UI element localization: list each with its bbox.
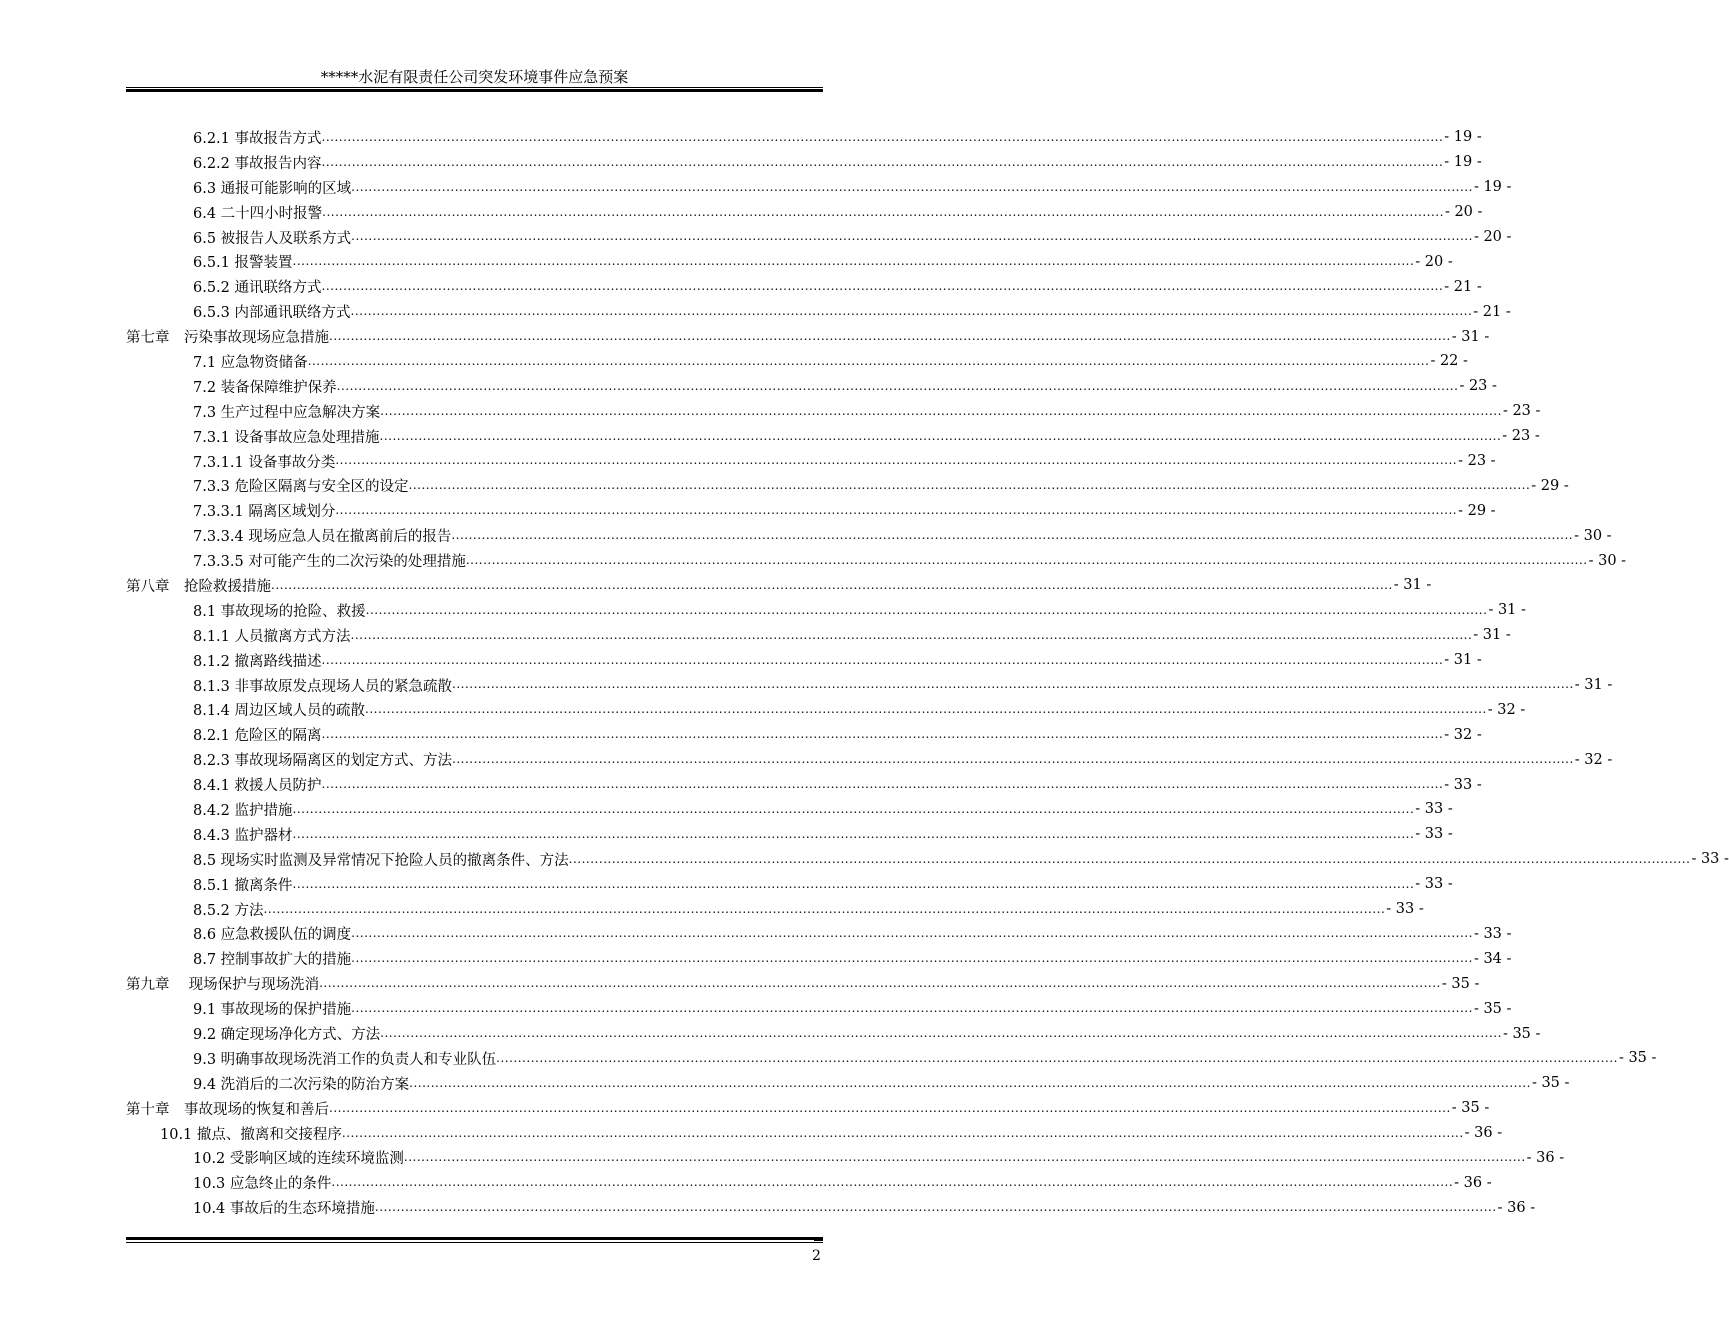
- toc-dot-leader: ....................................................................................................................................................................................................................................................................: [351, 951, 1473, 966]
- toc-dot-leader: ....................................................................................................................................................................................................................................................................: [307, 353, 1430, 368]
- toc-dot-leader: ....................................................................................................................................................................................................................................................................: [365, 602, 1488, 617]
- toc-dot-leader: ....................................................................................................................................................................................................................................................................: [292, 254, 1415, 269]
- toc-entry-page: - 31 -: [1473, 627, 1511, 644]
- document-title: *****水泥有限责任公司突发环境事件应急预案: [320, 68, 629, 86]
- header-rule-thick: [126, 89, 823, 92]
- toc-dot-leader: ....................................................................................................................................................................................................................................................................: [321, 652, 1444, 667]
- page-number: 2: [812, 1248, 821, 1264]
- toc-entry-page: - 20 -: [1415, 253, 1453, 270]
- toc-entry[interactable]: [126, 473, 1569, 498]
- footer-rule-thick: [126, 1237, 823, 1240]
- toc-entry-label: 8.6 应急救援队伍的调度: [193, 927, 352, 944]
- toc-entry-page: - 31 -: [1444, 652, 1482, 669]
- header-rule: [126, 87, 823, 88]
- toc-entry-page: - 20 -: [1444, 204, 1483, 221]
- toc-dot-leader: ....................................................................................................................................................................................................................................................................: [465, 553, 1588, 568]
- toc-entry-label: 10.4 事故后的生态环境措施: [193, 1201, 375, 1218]
- toc-entry-page: - 31 -: [1574, 677, 1613, 694]
- toc-dot-leader: ....................................................................................................................................................................................................................................................................: [374, 1200, 1497, 1215]
- toc-entry-page: - 35 -: [1441, 975, 1480, 992]
- toc-entry-label: 6.3 通报可能影响的区域: [193, 180, 352, 197]
- toc-entry[interactable]: [126, 399, 1541, 424]
- toc-entry-label: 7.3.3.5 对可能产生的二次污染的处理措施: [193, 554, 466, 571]
- toc-entry-page: - 19 -: [1444, 154, 1482, 171]
- toc-dot-leader: ....................................................................................................................................................................................................................................................................: [351, 926, 1473, 941]
- toc-dot-leader: ....................................................................................................................................................................................................................................................................: [321, 727, 1444, 742]
- footer-rule: [126, 1242, 823, 1243]
- toc-entry-page: - 31 -: [1393, 577, 1432, 594]
- toc-entry[interactable]: [126, 697, 1526, 722]
- toc-entry-label: 7.3.3 危险区隔离与安全区的设定: [193, 479, 409, 496]
- toc-entry[interactable]: [126, 249, 1453, 274]
- table-of-contents: [126, 125, 1729, 1220]
- toc-entry[interactable]: [126, 673, 1613, 698]
- toc-entry-label: 8.1.2 撤离路线描述: [193, 653, 322, 670]
- toc-entry-page: - 29 -: [1458, 502, 1496, 519]
- toc-entry[interactable]: [126, 797, 1453, 822]
- toc-entry[interactable]: [126, 324, 1490, 349]
- toc-dot-leader: ....................................................................................................................................................................................................................................................................: [271, 577, 1393, 592]
- toc-dot-leader: ....................................................................................................................................................................................................................................................................: [321, 279, 1444, 294]
- toc-dot-leader: ....................................................................................................................................................................................................................................................................: [321, 129, 1444, 144]
- toc-dot-leader: ....................................................................................................................................................................................................................................................................: [335, 503, 1458, 518]
- toc-dot-leader: ....................................................................................................................................................................................................................................................................: [452, 752, 1574, 767]
- toc-entry-page: - 33 -: [1415, 876, 1453, 893]
- toc-entry[interactable]: [126, 722, 1482, 747]
- toc-entry[interactable]: [126, 772, 1482, 797]
- toc-entry-label: 8.2.1 危险区的隔离: [193, 728, 322, 745]
- toc-entry-page: - 19 -: [1444, 129, 1482, 146]
- toc-entry-label: 9.4 洗消后的二次污染的防治方案: [193, 1076, 410, 1093]
- toc-entry-label: 8.1.1 人员撤离方式方法: [193, 628, 351, 645]
- toc-entry[interactable]: [126, 449, 1496, 474]
- toc-entry[interactable]: [126, 1046, 1657, 1071]
- toc-entry[interactable]: [126, 200, 1483, 225]
- toc-dot-leader: ....................................................................................................................................................................................................................................................................: [496, 1050, 1618, 1065]
- toc-entry[interactable]: [126, 1195, 1536, 1220]
- toc-entry[interactable]: [126, 548, 1627, 573]
- toc-entry-page: - 31 -: [1488, 602, 1526, 619]
- toc-dot-leader: ....................................................................................................................................................................................................................................................................: [365, 702, 1487, 717]
- toc-dot-leader: ....................................................................................................................................................................................................................................................................: [379, 428, 1502, 443]
- toc-entry-page: - 33 -: [1415, 826, 1453, 843]
- toc-entry-label: 8.1.4 周边区域人员的疏散: [193, 703, 366, 720]
- toc-entry-label: 7.2 装备保障维护保养: [193, 379, 337, 396]
- toc-entry-label: 8.5.2 方法: [193, 902, 264, 919]
- toc-dot-leader: ....................................................................................................................................................................................................................................................................: [452, 677, 1574, 692]
- toc-entry-page: - 23 -: [1458, 453, 1496, 470]
- toc-entry-page: - 35 -: [1502, 1025, 1541, 1042]
- toc-entry-label: 第七章 污染事故现场应急措施: [126, 330, 329, 347]
- toc-dot-leader: ....................................................................................................................................................................................................................................................................: [263, 901, 1386, 916]
- toc-entry-page: - 23 -: [1459, 378, 1497, 395]
- toc-entry-page: - 29 -: [1531, 477, 1569, 494]
- toc-dot-leader: ....................................................................................................................................................................................................................................................................: [351, 1001, 1473, 1016]
- toc-entry-label: 9.2 确定现场净化方式、方法: [193, 1027, 381, 1043]
- toc-entry[interactable]: [126, 150, 1482, 175]
- toc-entry[interactable]: [126, 897, 1424, 922]
- toc-entry-page: - 33 -: [1415, 801, 1453, 818]
- toc-entry-page: - 36 -: [1526, 1149, 1565, 1166]
- toc-entry-label: 7.1 应急物资储备: [193, 354, 308, 371]
- toc-entry[interactable]: [126, 125, 1482, 150]
- toc-entry-label: 6.4 二十四小时报警: [193, 205, 323, 222]
- toc-entry[interactable]: [126, 299, 1511, 324]
- toc-entry[interactable]: [126, 847, 1729, 872]
- toc-entry-label: 8.4.2 监护措施: [193, 802, 293, 819]
- toc-entry[interactable]: [126, 623, 1511, 648]
- toc-entry-page: - 36 -: [1464, 1125, 1503, 1142]
- toc-dot-leader: ....................................................................................................................................................................................................................................................................: [351, 179, 1473, 194]
- toc-entry-label: 6.5.1 报警装置: [193, 255, 293, 272]
- toc-entry[interactable]: [126, 1096, 1490, 1121]
- toc-dot-leader: ....................................................................................................................................................................................................................................................................: [408, 478, 1531, 493]
- toc-entry-page: - 30 -: [1588, 552, 1627, 569]
- toc-entry[interactable]: [126, 747, 1613, 772]
- toc-entry[interactable]: [126, 349, 1468, 374]
- toc-entry-label: 第八章 抢险救援措施: [126, 578, 271, 595]
- toc-entry[interactable]: [126, 872, 1453, 897]
- page-marker: [814, 1237, 823, 1243]
- toc-entry-page: - 23 -: [1502, 403, 1541, 420]
- toc-entry-page: - 34 -: [1473, 950, 1512, 967]
- toc-entry-label: 8.5 现场实时监测及异常情况下抢险人员的撤离条件、方法: [193, 852, 569, 869]
- toc-dot-leader: ....................................................................................................................................................................................................................................................................: [350, 304, 1473, 319]
- toc-dot-leader: ....................................................................................................................................................................................................................................................................: [403, 1150, 1526, 1165]
- toc-entry-page: - 22 -: [1430, 353, 1468, 370]
- toc-dot-leader: ....................................................................................................................................................................................................................................................................: [329, 1100, 1451, 1115]
- toc-dot-leader: ....................................................................................................................................................................................................................................................................: [292, 826, 1415, 841]
- toc-entry[interactable]: [126, 946, 1512, 971]
- toc-entry-page: - 33 -: [1691, 851, 1729, 868]
- toc-entry-page: - 36 -: [1497, 1199, 1536, 1216]
- toc-entry-label: 8.1 事故现场的抢险、救援: [193, 603, 366, 620]
- toc-dot-leader: ....................................................................................................................................................................................................................................................................: [321, 777, 1444, 792]
- toc-entry[interactable]: [126, 996, 1512, 1021]
- toc-dot-leader: ....................................................................................................................................................................................................................................................................: [292, 801, 1415, 816]
- toc-entry[interactable]: [126, 1021, 1541, 1046]
- toc-entry-page: - 35 -: [1618, 1050, 1657, 1067]
- toc-entry-label: 8.7 控制事故扩大的措施: [193, 952, 352, 969]
- toc-entry-label: 6.2.2 事故报告内容: [193, 155, 322, 172]
- toc-entry-page: - 32 -: [1574, 751, 1613, 768]
- toc-dot-leader: ....................................................................................................................................................................................................................................................................: [321, 154, 1444, 169]
- toc-entry-page: - 19 -: [1473, 179, 1512, 196]
- toc-dot-leader: ....................................................................................................................................................................................................................................................................: [292, 876, 1415, 891]
- toc-entry-page: - 33 -: [1444, 776, 1482, 793]
- toc-dot-leader: ....................................................................................................................................................................................................................................................................: [451, 528, 1574, 543]
- toc-entry[interactable]: [126, 225, 1512, 250]
- toc-dot-leader: ....................................................................................................................................................................................................................................................................: [380, 403, 1502, 418]
- toc-entry[interactable]: [126, 374, 1497, 399]
- toc-entry-page: - 36 -: [1454, 1174, 1492, 1191]
- toc-entry-page: - 21 -: [1444, 278, 1482, 295]
- toc-dot-leader: ....................................................................................................................................................................................................................................................................: [568, 851, 1691, 866]
- toc-entry[interactable]: [126, 971, 1480, 996]
- toc-entry-label: 7.3.1.1 设备事故分类: [193, 454, 336, 471]
- toc-entry-page: - 23 -: [1502, 428, 1540, 445]
- toc-entry-label: 8.5.1 撤离条件: [193, 877, 293, 894]
- toc-entry-page: - 20 -: [1473, 229, 1512, 245]
- toc-dot-leader: ....................................................................................................................................................................................................................................................................: [322, 204, 1444, 219]
- toc-entry-page: - 33 -: [1473, 925, 1512, 942]
- toc-entry[interactable]: [126, 498, 1496, 523]
- toc-entry[interactable]: [126, 1170, 1492, 1195]
- toc-entry-label: 7.3.3.4 现场应急人员在撤离前后的报告: [193, 529, 452, 546]
- toc-entry[interactable]: [126, 1121, 1503, 1146]
- toc-entry-label: 6.2.1 事故报告方式: [193, 130, 322, 147]
- toc-dot-leader: ....................................................................................................................................................................................................................................................................: [380, 1025, 1502, 1040]
- toc-entry-label: 7.3.3.1 隔离区域划分: [193, 504, 336, 521]
- toc-entry-page: - 32 -: [1487, 701, 1526, 718]
- toc-entry-page: - 32 -: [1444, 726, 1482, 743]
- toc-entry[interactable]: [126, 573, 1432, 598]
- toc-entry-label: 6.5.3 内部通讯联络方式: [193, 305, 351, 322]
- toc-entry-page: - 35 -: [1531, 1075, 1570, 1092]
- toc-dot-leader: ....................................................................................................................................................................................................................................................................: [351, 229, 1473, 244]
- toc-entry[interactable]: [126, 598, 1526, 623]
- toc-dot-leader: ....................................................................................................................................................................................................................................................................: [331, 1175, 1454, 1190]
- toc-entry[interactable]: [126, 1146, 1565, 1171]
- toc-entry-label: 10.3 应急终止的条件: [193, 1176, 332, 1193]
- toc-entry-label: 8.2.3 事故现场隔离区的划定方式、方法: [193, 753, 453, 770]
- toc-entry-label: 8.1.3 非事故原发点现场人员的紧急疏散: [193, 678, 453, 695]
- toc-entry-label: 第十章 事故现场的恢复和善后: [126, 1101, 329, 1118]
- toc-entry-label: 9.3 明确事故现场洗消工作的负责人和专业队伍: [193, 1051, 497, 1068]
- toc-entry-label: 10.2 受影响区域的连续环境监测: [193, 1151, 404, 1168]
- toc-dot-leader: ....................................................................................................................................................................................................................................................................: [319, 976, 1441, 991]
- toc-entry-page: - 33 -: [1386, 901, 1424, 918]
- toc-entry-label: 第九章 现场保护与现场洗消: [126, 977, 320, 994]
- toc-entry[interactable]: [126, 523, 1612, 548]
- toc-dot-leader: ....................................................................................................................................................................................................................................................................: [341, 1125, 1464, 1140]
- toc-entry-page: - 35 -: [1451, 1100, 1490, 1117]
- toc-dot-leader: ....................................................................................................................................................................................................................................................................: [329, 329, 1451, 344]
- toc-entry-page: - 30 -: [1574, 527, 1612, 544]
- toc-entry[interactable]: [126, 1071, 1570, 1096]
- toc-entry-label: 6.5 被报告人及联系方式: [193, 230, 352, 247]
- toc-entry[interactable]: [126, 175, 1512, 200]
- toc-entry-label: 6.5.2 通讯联络方式: [193, 280, 322, 297]
- toc-entry-label: 8.4.3 监护器材: [193, 827, 293, 844]
- toc-entry-label: 10.1 撤点、撤离和交接程序: [160, 1126, 342, 1143]
- toc-dot-leader: ....................................................................................................................................................................................................................................................................: [409, 1075, 1531, 1090]
- toc-entry[interactable]: [126, 922, 1512, 947]
- toc-entry-page: - 35 -: [1473, 1000, 1512, 1017]
- toc-entry-label: 7.3.1 设备事故应急处理措施: [193, 429, 380, 446]
- toc-entry[interactable]: [126, 274, 1482, 299]
- toc-entry-label: 7.3 生产过程中应急解决方案: [193, 404, 381, 421]
- toc-entry[interactable]: [126, 424, 1540, 449]
- toc-entry-label: 8.4.1 救援人员防护: [193, 778, 322, 795]
- toc-dot-leader: ....................................................................................................................................................................................................................................................................: [350, 627, 1473, 642]
- toc-entry-label: 9.1 事故现场的保护措施: [193, 1002, 352, 1019]
- toc-entry[interactable]: [126, 822, 1453, 847]
- toc-dot-leader: ....................................................................................................................................................................................................................................................................: [335, 453, 1458, 468]
- toc-entry[interactable]: [126, 648, 1482, 673]
- toc-entry-page: - 21 -: [1473, 303, 1511, 320]
- toc-entry-page: - 31 -: [1451, 328, 1490, 345]
- toc-dot-leader: ....................................................................................................................................................................................................................................................................: [336, 378, 1459, 393]
